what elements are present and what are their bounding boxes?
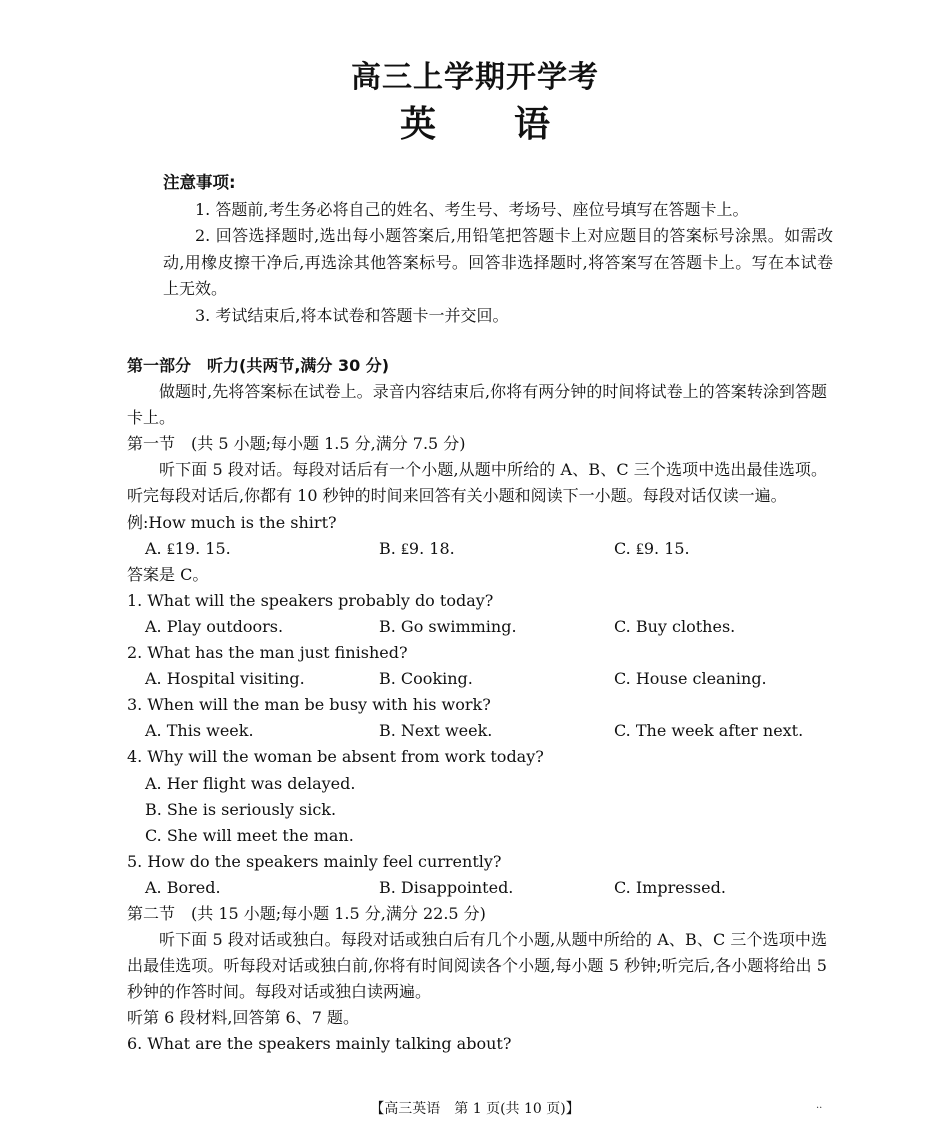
question-2: 2. What has the man just finished? xyxy=(127,643,408,663)
material-6-note: 听第 6 段材料,回答第 6、7 题。 xyxy=(127,1008,359,1028)
section1-instruction: 听下面 5 段对话。每段对话后有一个小题,从题中所给的 A、B、C 三个选项中选出最佳选项。听完每段对话后,你都有 10 秒钟的时间来回答有关小题和阅读下一小题。每段对话仅读一遍。 xyxy=(127,460,827,506)
question-4-options xyxy=(127,771,827,849)
exam-title: 高三上学期开学考 xyxy=(351,60,599,95)
part1-listening xyxy=(127,353,827,1058)
option-c: C. ₤9. 15. xyxy=(614,538,690,558)
option-b: B. Disappointed. xyxy=(379,877,514,897)
option-b: B. Next week. xyxy=(379,721,493,741)
question-3: 3. When will the man be busy with his work? xyxy=(127,695,491,715)
option-a: A. This week. xyxy=(145,721,254,741)
option-c: C. Impressed. xyxy=(614,877,726,897)
section2-heading: 第二节 (共 15 小题;每小题 1.5 分,满分 22.5 分) xyxy=(127,903,486,923)
example-answer: 答案是 C。 xyxy=(127,564,209,584)
option-a: A. Bored. xyxy=(145,877,221,897)
option-b: B. Cooking. xyxy=(379,669,473,689)
question-1: 1. What will the speakers probably do today? xyxy=(127,590,494,610)
option-b: B. She is seriously sick. xyxy=(145,799,337,819)
part1-heading: 第一部分 听力(共两节,满分 30 分) xyxy=(127,356,390,375)
example-options xyxy=(127,536,827,562)
option-b: B. ₤9. 18. xyxy=(379,538,455,558)
option-c: C. Buy clothes. xyxy=(614,616,736,636)
notice-item-2: 2. 回答选择题时,选出每小题答案后,用铅笔把答题卡上对应题目的答案标号涂黑。如需改动,用橡皮擦干净后,再选涂其他答案标号。回答非选择题时,将答案写在答题卡上。写在本试卷上无效。 xyxy=(163,226,833,298)
option-c: C. House cleaning. xyxy=(614,669,767,689)
part1-instruction: 做题时,先将答案标在试卷上。录音内容结束后,你将有两分钟的时间将试卷上的答案转涂到答题卡上。 xyxy=(127,382,827,428)
example-question: 例:How much is the shirt? xyxy=(127,512,337,532)
option-a: A. ₤19. 15. xyxy=(145,538,231,558)
option-b: B. Go swimming. xyxy=(379,616,517,636)
footer-mark: .. xyxy=(816,1100,823,1111)
option-a: A. Her flight was delayed. xyxy=(145,773,356,793)
notice-heading: 注意事项: xyxy=(163,173,236,192)
section1-heading: 第一节 (共 5 小题;每小题 1.5 分,满分 7.5 分) xyxy=(127,434,466,454)
option-a: A. Play outdoors. xyxy=(145,616,284,636)
question-4: 4. Why will the woman be absent from work today? xyxy=(127,747,544,767)
subject-title: 英语 xyxy=(399,104,628,145)
question-2-options xyxy=(127,666,827,692)
option-a: A. Hospital visiting. xyxy=(145,669,305,689)
option-c: C. The week after next. xyxy=(614,721,804,741)
question-5-options xyxy=(127,875,827,901)
page-footer: 【高三英语 第 1 页(共 10 页)】 xyxy=(370,1101,580,1117)
option-c: C. She will meet the man. xyxy=(145,825,354,845)
notice-item-3: 3. 考试结束后,将本试卷和答题卡一并交回。 xyxy=(195,305,509,325)
notice-item-1: 1. 答题前,考生务必将自己的姓名、考生号、考场号、座位号填写在答题卡上。 xyxy=(195,199,749,219)
question-5: 5. How do the speakers mainly feel currently? xyxy=(127,851,502,871)
question-6: 6. What are the speakers mainly talking about? xyxy=(127,1034,512,1054)
question-1-options xyxy=(127,614,827,640)
notice-section xyxy=(163,170,833,329)
section2-instruction: 听下面 5 段对话或独白。每段对话或独白后有几个小题,从题中所给的 A、B、C 三个选项中选出最佳选项。听每段对话或独白前,你将有时间阅读各个小题,每小题 5 秒钟;听完后,各小题将给出 5 秒钟的作答时间。每段对话或独白读两遍。 xyxy=(127,930,827,1002)
question-3-options xyxy=(127,718,827,744)
